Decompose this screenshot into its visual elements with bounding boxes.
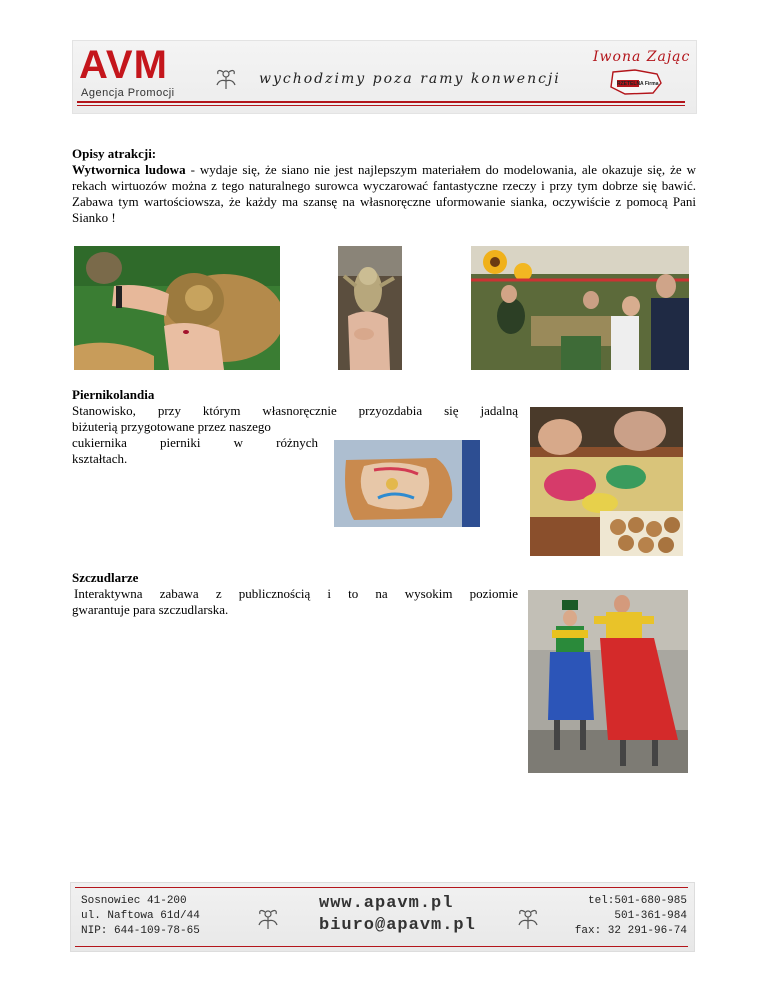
logo-subtitle: Agencja Promocji [81, 87, 175, 99]
address-line: Sosnowiec 41-200 [81, 895, 187, 907]
footer-phones [571, 894, 687, 939]
piernikolandia-text-line: cukiernika pierniki w różnych [72, 435, 318, 450]
photo-decorated-gingerbread [334, 440, 480, 527]
wytwornica-title: Wytwornica ludowa [72, 162, 186, 177]
company-logo: AVM [79, 43, 168, 87]
fax-line: fax: 32 291-96-74 [574, 925, 687, 937]
photo-stilt-walkers [528, 590, 688, 773]
phone-line: 501-361-984 [614, 910, 687, 922]
floral-ornament-icon [515, 905, 541, 931]
header-banner [72, 40, 697, 114]
badge-label: RZETELNA Firma [617, 81, 659, 87]
footer-rule-top [75, 887, 688, 888]
email-link[interactable]: biuro@apavm.pl [319, 916, 476, 935]
piernikolandia-text-line: Stanowisko, przy którym własnoręcznie przyozdabia się jadalną [72, 403, 518, 418]
address-line: ul. Naftowa 61d/44 [81, 910, 200, 922]
company-slogan: wychodzimy poza ramy konwencji [259, 71, 561, 87]
photo-straw-figure [338, 246, 402, 370]
website-link[interactable]: www.apavm.pl [319, 894, 454, 913]
footer-contact [319, 893, 476, 937]
nip-line: NIP: 644-109-78-65 [81, 925, 200, 937]
header-rule [77, 101, 685, 103]
photo-straw-modeling-hands [74, 246, 280, 370]
piernikolandia-text-line: biżuterią przygotowane przez naszego [72, 419, 271, 434]
footer-banner [70, 882, 695, 952]
owner-signature: Iwona Zając [593, 49, 691, 65]
wytwornica-text: - wydaje się, że siano nie jest najlepszym materiałem do modelowania, ale okazuje się, że w rekach wirtuozów można z tego naturalnego surowca wyczarować fantastyczne rzeczy i przy tym dobrze się bawić. Zabawa tym wartościowsza, że każdy ma szansę na własnoręczne uformowanie sianka, oczywiście z pomocą Pani Sianko ! [72, 162, 697, 225]
floral-ornament-icon [213, 65, 239, 91]
piernikolandia-heading: Piernikolandia [72, 387, 155, 402]
szczudlarze-text-line: Interaktywna zabawa z publicznością i to na wysokim poziomie [74, 586, 518, 601]
piernikolandia-text-line: kształtach. [72, 451, 128, 466]
szczudlarze-heading: Szczudlarze [72, 570, 139, 585]
footer-address [81, 894, 200, 939]
phone-line: tel:501-680-985 [587, 895, 687, 907]
wytwornica-paragraph [72, 162, 696, 226]
attractions-heading: Opisy atrakcji: [72, 146, 157, 161]
photo-fair-stand [471, 246, 689, 370]
header-rule-thin [77, 105, 685, 106]
floral-ornament-icon [255, 905, 281, 931]
photo-decorating-cookies [530, 407, 683, 556]
footer-rule-bottom [75, 946, 688, 947]
szczudlarze-text-line: gwarantuje para szczudlarska. [72, 602, 229, 617]
